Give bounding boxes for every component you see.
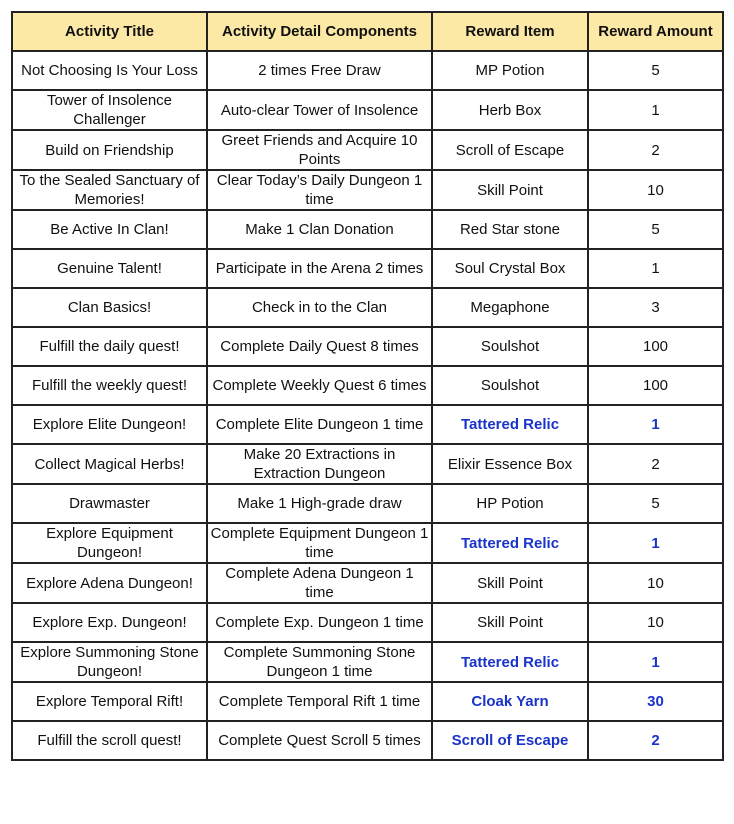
table-row bbox=[12, 170, 723, 210]
activity-title-cell: Fulfill the daily quest! bbox=[12, 327, 207, 366]
table-row bbox=[12, 563, 723, 603]
table-row bbox=[12, 642, 723, 682]
table-row bbox=[12, 523, 723, 563]
reward-amount-cell: 100 bbox=[588, 327, 723, 366]
reward-amount-cell: 2 bbox=[588, 444, 723, 484]
activity-detail-cell: Make 1 High-grade draw bbox=[207, 484, 432, 523]
activity-title-cell: Be Active In Clan! bbox=[12, 210, 207, 249]
activity-title-cell: Fulfill the weekly quest! bbox=[12, 366, 207, 405]
table-row bbox=[12, 366, 723, 405]
activity-detail-cell: Greet Friends and Acquire 10 Points bbox=[207, 130, 432, 170]
activity-title-cell: Explore Summoning Stone Dungeon! bbox=[12, 642, 207, 682]
reward-amount-cell: 1 bbox=[588, 249, 723, 288]
activity-detail-cell: Complete Daily Quest 8 times bbox=[207, 327, 432, 366]
reward-amount-cell: 2 bbox=[588, 130, 723, 170]
activity-title-cell: Fulfill the scroll quest! bbox=[12, 721, 207, 760]
reward-item-cell: HP Potion bbox=[432, 484, 588, 523]
activity-detail-cell: Make 1 Clan Donation bbox=[207, 210, 432, 249]
activity-detail-cell: Complete Equipment Dungeon 1 time bbox=[207, 523, 432, 563]
reward-item-cell: Elixir Essence Box bbox=[432, 444, 588, 484]
table-row bbox=[12, 405, 723, 444]
header-reward-amount: Reward Amount bbox=[588, 12, 723, 51]
reward-item-cell: Scroll of Escape bbox=[432, 130, 588, 170]
table-row bbox=[12, 484, 723, 523]
reward-amount-cell: 1 bbox=[588, 642, 723, 682]
activity-title-cell: Build on Friendship bbox=[12, 130, 207, 170]
reward-item-cell: Soul Crystal Box bbox=[432, 249, 588, 288]
reward-amount-cell: 1 bbox=[588, 405, 723, 444]
reward-item-cell: Cloak Yarn bbox=[432, 682, 588, 721]
activity-detail-cell: Complete Elite Dungeon 1 time bbox=[207, 405, 432, 444]
activity-title-cell: Collect Magical Herbs! bbox=[12, 444, 207, 484]
activity-detail-cell: Complete Quest Scroll 5 times bbox=[207, 721, 432, 760]
activity-title-cell: Explore Temporal Rift! bbox=[12, 682, 207, 721]
activity-title-cell: Explore Elite Dungeon! bbox=[12, 405, 207, 444]
reward-amount-cell: 5 bbox=[588, 210, 723, 249]
reward-item-cell: Skill Point bbox=[432, 603, 588, 642]
reward-item-cell: Soulshot bbox=[432, 327, 588, 366]
reward-amount-cell: 100 bbox=[588, 366, 723, 405]
table-row bbox=[12, 210, 723, 249]
activity-title-cell: Tower of Insolence Challenger bbox=[12, 90, 207, 130]
activity-title-cell: Drawmaster bbox=[12, 484, 207, 523]
reward-item-cell: Scroll of Escape bbox=[432, 721, 588, 760]
reward-item-cell: Tattered Relic bbox=[432, 523, 588, 563]
activity-detail-cell: Complete Temporal Rift 1 time bbox=[207, 682, 432, 721]
reward-amount-cell: 10 bbox=[588, 603, 723, 642]
header-row bbox=[12, 12, 723, 51]
reward-item-cell: Tattered Relic bbox=[432, 405, 588, 444]
activity-detail-cell: Check in to the Clan bbox=[207, 288, 432, 327]
activity-detail-cell: 2 times Free Draw bbox=[207, 51, 432, 90]
activity-detail-cell: Complete Weekly Quest 6 times bbox=[207, 366, 432, 405]
activity-rewards-table bbox=[11, 11, 724, 761]
table-row bbox=[12, 682, 723, 721]
reward-item-cell: Tattered Relic bbox=[432, 642, 588, 682]
reward-item-cell: Herb Box bbox=[432, 90, 588, 130]
activity-title-cell: Explore Adena Dungeon! bbox=[12, 563, 207, 603]
activity-detail-cell: Complete Exp. Dungeon 1 time bbox=[207, 603, 432, 642]
reward-amount-cell: 3 bbox=[588, 288, 723, 327]
table-header bbox=[12, 12, 723, 51]
table-row bbox=[12, 327, 723, 366]
table-row bbox=[12, 288, 723, 327]
activity-title-cell: Explore Equipment Dungeon! bbox=[12, 523, 207, 563]
activity-detail-cell: Make 20 Extractions in Extraction Dungeon bbox=[207, 444, 432, 484]
table-row bbox=[12, 721, 723, 760]
activity-title-cell: Genuine Talent! bbox=[12, 249, 207, 288]
table-row bbox=[12, 603, 723, 642]
reward-item-cell: Soulshot bbox=[432, 366, 588, 405]
header-activity-title: Activity Title bbox=[12, 12, 207, 51]
reward-amount-cell: 10 bbox=[588, 563, 723, 603]
activity-title-cell: To the Sealed Sanctuary of Memories! bbox=[12, 170, 207, 210]
reward-item-cell: Skill Point bbox=[432, 563, 588, 603]
table-row bbox=[12, 249, 723, 288]
reward-item-cell: Skill Point bbox=[432, 170, 588, 210]
reward-amount-cell: 30 bbox=[588, 682, 723, 721]
reward-item-cell: Megaphone bbox=[432, 288, 588, 327]
activity-detail-cell: Clear Today’s Daily Dungeon 1 time bbox=[207, 170, 432, 210]
header-reward-item: Reward Item bbox=[432, 12, 588, 51]
table-row bbox=[12, 51, 723, 90]
header-activity-detail: Activity Detail Components bbox=[207, 12, 432, 51]
reward-amount-cell: 10 bbox=[588, 170, 723, 210]
activity-detail-cell: Complete Summoning Stone Dungeon 1 time bbox=[207, 642, 432, 682]
table-row bbox=[12, 444, 723, 484]
reward-item-cell: MP Potion bbox=[432, 51, 588, 90]
reward-item-cell: Red Star stone bbox=[432, 210, 588, 249]
activity-title-cell: Not Choosing Is Your Loss bbox=[12, 51, 207, 90]
table-row bbox=[12, 90, 723, 130]
activity-title-cell: Clan Basics! bbox=[12, 288, 207, 327]
table-row bbox=[12, 130, 723, 170]
reward-amount-cell: 5 bbox=[588, 484, 723, 523]
reward-amount-cell: 2 bbox=[588, 721, 723, 760]
reward-amount-cell: 1 bbox=[588, 90, 723, 130]
reward-amount-cell: 1 bbox=[588, 523, 723, 563]
activity-title-cell: Explore Exp. Dungeon! bbox=[12, 603, 207, 642]
activity-detail-cell: Complete Adena Dungeon 1 time bbox=[207, 563, 432, 603]
reward-amount-cell: 5 bbox=[588, 51, 723, 90]
table-body bbox=[12, 51, 723, 760]
activity-detail-cell: Auto-clear Tower of Insolence bbox=[207, 90, 432, 130]
activity-detail-cell: Participate in the Arena 2 times bbox=[207, 249, 432, 288]
